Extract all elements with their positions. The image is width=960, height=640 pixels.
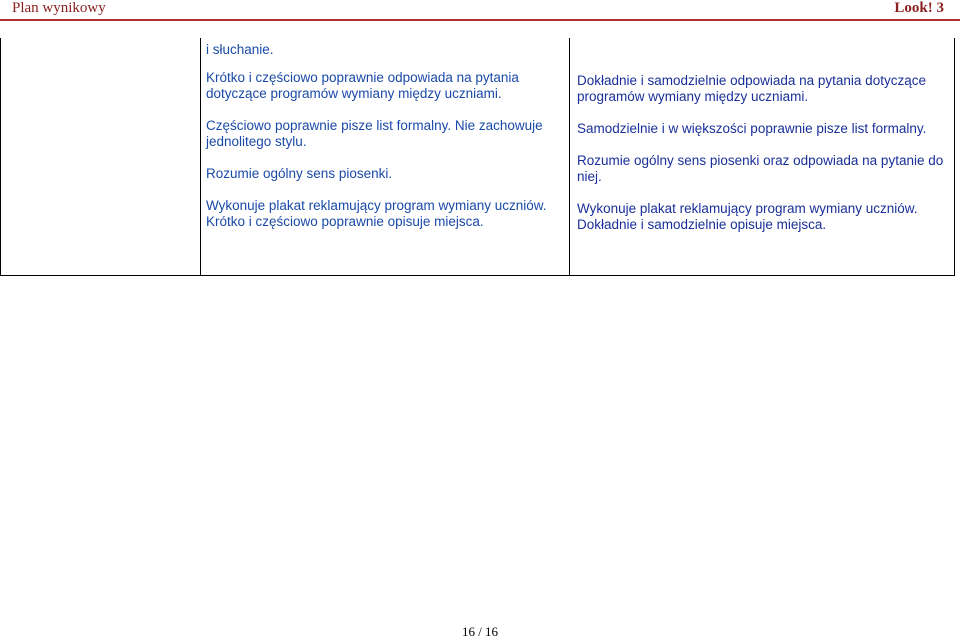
table-border-bottom <box>0 275 955 276</box>
table-border-right <box>954 38 955 276</box>
assessment-table <box>0 38 955 276</box>
table-cell-right <box>577 38 953 249</box>
page-number: 16 / 16 <box>461 624 499 639</box>
header-divider <box>0 19 960 21</box>
criterion-text: Wykonuje plakat reklamujący program wymiany uczniów. Krótko i częściowo poprawnie opisuje miejsca. <box>206 198 547 229</box>
criterion-text: Samodzielnie i w większości poprawnie pisze list formalny. <box>577 121 927 136</box>
table-border-col1 <box>200 38 201 276</box>
table-border-col2 <box>569 38 570 276</box>
criterion-text: Wykonuje plakat reklamujący program wymiany uczniów. Dokładnie i samodzielnie opisuje miejsca. <box>577 201 918 232</box>
criterion-text: Rozumie ogólny sens piosenki oraz odpowiada na pytanie do niej. <box>577 153 944 184</box>
criterion-text: Rozumie ogólny sens piosenki. <box>206 166 393 181</box>
criterion-text: Częściowo poprawnie pisze list formalny. Nie zachowuje jednolitego stylu. <box>206 118 543 149</box>
table-cell-middle <box>206 38 564 246</box>
document-header-title: Plan wynikowy <box>12 0 106 16</box>
document-header-book: Look! 3 <box>894 0 944 16</box>
table-border-left <box>0 38 1 276</box>
criterion-text: Krótko i częściowo poprawnie odpowiada na pytania dotyczące programów wymiany między uczniami. <box>206 70 519 101</box>
criterion-text: i słuchanie. <box>206 42 274 57</box>
criterion-text: Dokładnie i samodzielnie odpowiada na pytania dotyczące programów wymiany między uczniami. <box>577 73 926 104</box>
